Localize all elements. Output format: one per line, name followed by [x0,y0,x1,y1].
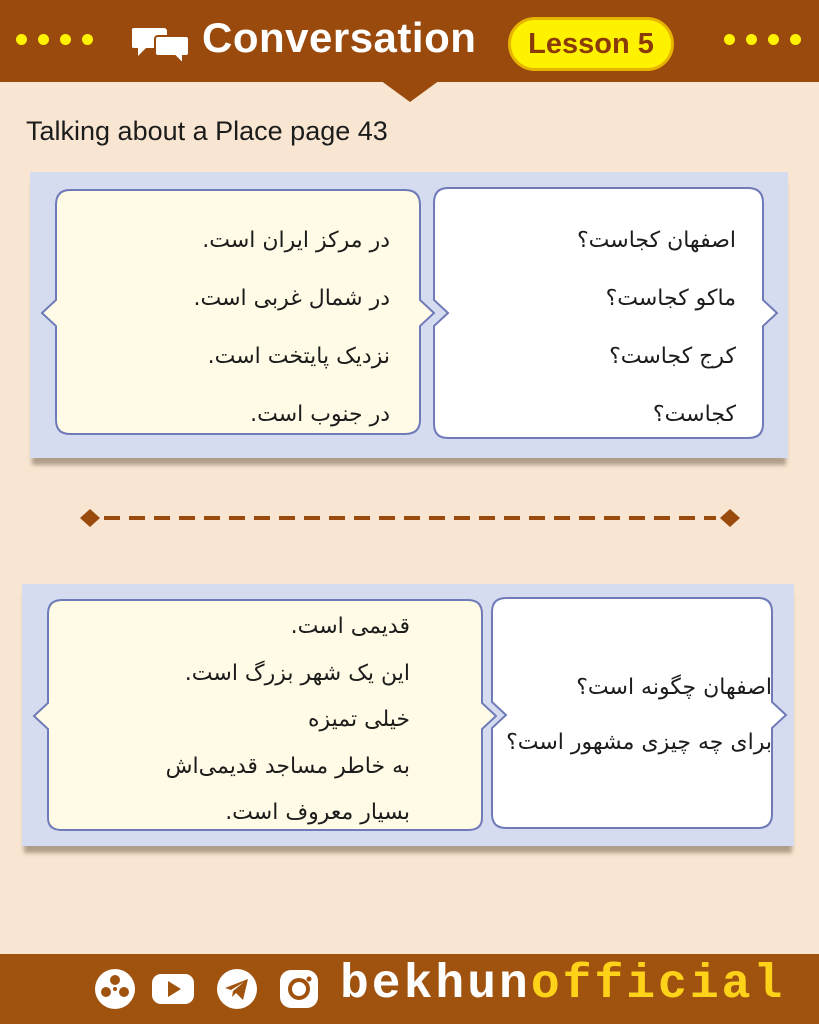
answer-line: در مرکز ایران است. [202,228,390,253]
lesson-badge: Lesson 5 [508,17,674,71]
answer-line: خیلی تمیزه [308,707,410,732]
lesson-subtitle: Talking about a Place page 43 [26,116,388,146]
answer-line: نزدیک پایتخت است. [207,344,390,369]
question-line: ماکو کجاست؟ [605,286,736,311]
question-line: اصفهان چگونه است؟ [576,675,772,700]
brand-handle [340,958,785,1012]
youtube-icon[interactable] [150,966,196,1012]
brand-part-2: official [530,958,786,1012]
answers-list-2 [60,604,410,837]
question-line: کرج کجاست؟ [609,344,736,369]
answer-line: قدیمی است. [290,614,410,639]
question-line: برای چه چیزی مشهور است؟ [506,730,772,755]
question-line: اصفهان کجاست؟ [576,228,736,253]
telegram-icon[interactable] [214,966,260,1012]
questions-list-2 [440,660,772,770]
answer-line: بسیار معروف است. [225,800,410,825]
question-line: کجاست؟ [652,402,736,427]
film-reel-icon[interactable] [92,966,138,1012]
answer-line: این یک شهر بزرگ است. [184,660,410,686]
answer-line: در شمال غربی است. [193,286,390,311]
instagram-icon[interactable] [276,966,322,1012]
answer-line: در جنوب است. [250,402,390,427]
page-title: Conversation [202,14,477,61]
brand-part-1: bekhun [340,958,531,1012]
answer-line: به خاطر مساجد قدیمی‌اش [165,753,410,779]
